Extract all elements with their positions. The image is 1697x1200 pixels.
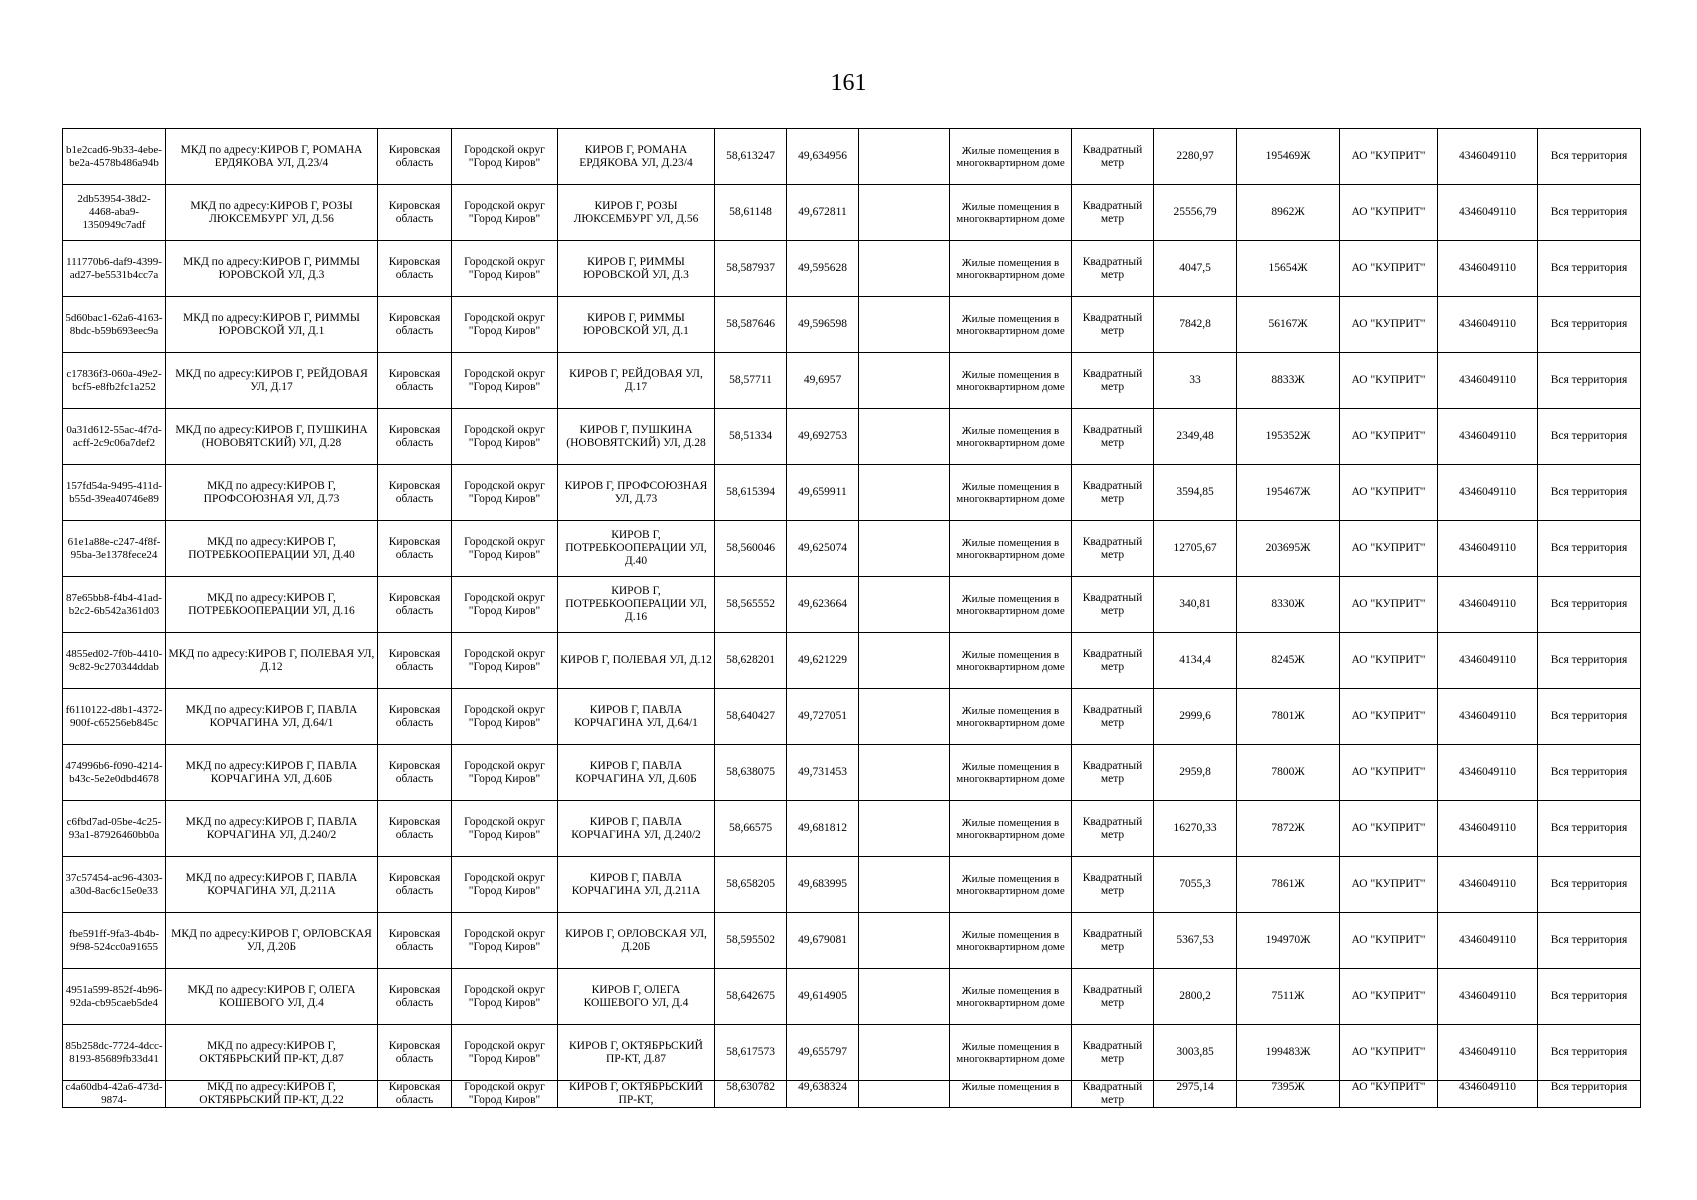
- cell-empty: [859, 913, 950, 969]
- page-number: 161: [830, 70, 867, 96]
- cell-uuid: b1e2cad6-9b33-4ebe-be2a-4578b486a94b: [63, 129, 166, 185]
- cell-uuid: 111770b6-daf9-4399-ad27-be5531b4cc7a: [63, 241, 166, 297]
- cell-empty: [859, 577, 950, 633]
- cell-inn: 4346049110: [1438, 1025, 1538, 1081]
- cell-unit: Квадратный метр: [1072, 1025, 1154, 1081]
- cell-territory: Вся территория: [1538, 185, 1641, 241]
- table-row: [63, 689, 1641, 745]
- cell-address: КИРОВ Г, ПАВЛА КОРЧАГИНА УЛ, Д.240/2: [558, 801, 715, 857]
- cell-empty: [859, 1081, 950, 1108]
- cell-area: 2349,48: [1154, 409, 1237, 465]
- cell-organization: АО "КУПРИТ": [1340, 353, 1438, 409]
- cell-territory: Вся территория: [1538, 465, 1641, 521]
- cell-unit: Квадратный метр: [1072, 857, 1154, 913]
- cell-latitude: 58,640427: [715, 689, 787, 745]
- cell-district: Городской округ "Город Киров": [452, 297, 558, 353]
- table-row: [63, 129, 1641, 185]
- cell-region: Кировская область: [378, 1025, 452, 1081]
- cell-empty: [859, 297, 950, 353]
- cell-district: Городской округ "Город Киров": [452, 409, 558, 465]
- cell-organization: АО "КУПРИТ": [1340, 913, 1438, 969]
- cell-region: Кировская область: [378, 577, 452, 633]
- cell-territory: Вся территория: [1538, 857, 1641, 913]
- cell-address: КИРОВ Г, ОРЛОВСКАЯ УЛ, Д.20Б: [558, 913, 715, 969]
- cell-code: 8245Ж: [1237, 633, 1340, 689]
- cell-longitude: 49,655797: [787, 1025, 859, 1081]
- cell-latitude: 58,617573: [715, 1025, 787, 1081]
- cell-code: 56167Ж: [1237, 297, 1340, 353]
- cell-longitude: 49,659911: [787, 465, 859, 521]
- cell-longitude: 49,727051: [787, 689, 859, 745]
- cell-code: 15654Ж: [1237, 241, 1340, 297]
- cell-unit: Квадратный метр: [1072, 633, 1154, 689]
- cell-latitude: 58,587937: [715, 241, 787, 297]
- cell-uuid: 37c57454-ac96-4303-a30d-8ac6c15e0e33: [63, 857, 166, 913]
- cell-organization: АО "КУПРИТ": [1340, 801, 1438, 857]
- cell-longitude: 49,692753: [787, 409, 859, 465]
- cell-empty: [859, 801, 950, 857]
- cell-unit: Квадратный метр: [1072, 913, 1154, 969]
- cell-district: Городской округ "Город Киров": [452, 465, 558, 521]
- cell-longitude: 49,595628: [787, 241, 859, 297]
- cell-region: Кировская область: [378, 241, 452, 297]
- cell-purpose: Жилые помещения в многоквартирном доме: [950, 521, 1072, 577]
- cell-unit: Квадратный метр: [1072, 409, 1154, 465]
- cell-address: КИРОВ Г, ОКТЯБРЬСКИЙ ПР-КТ, Д.87: [558, 1025, 715, 1081]
- cell-organization: АО "КУПРИТ": [1340, 409, 1438, 465]
- cell-longitude: 49,634956: [787, 129, 859, 185]
- cell-purpose: Жилые помещения в: [950, 1081, 1072, 1108]
- cell-inn: 4346049110: [1438, 129, 1538, 185]
- cell-unit: Квадратный метр: [1072, 185, 1154, 241]
- cell-inn: 4346049110: [1438, 801, 1538, 857]
- cell-object: МКД по адресу:КИРОВ Г, ПАВЛА КОРЧАГИНА УЛ, Д.64/1: [166, 689, 378, 745]
- cell-object: МКД по адресу:КИРОВ Г, ОРЛОВСКАЯ УЛ, Д.20Б: [166, 913, 378, 969]
- table-row: [63, 745, 1641, 801]
- table-row: [63, 409, 1641, 465]
- cell-address: КИРОВ Г, ПАВЛА КОРЧАГИНА УЛ, Д.60Б: [558, 745, 715, 801]
- cell-inn: 4346049110: [1438, 689, 1538, 745]
- cell-territory: Вся территория: [1538, 353, 1641, 409]
- cell-area: 340,81: [1154, 577, 1237, 633]
- cell-address: КИРОВ Г, ПАВЛА КОРЧАГИНА УЛ, Д.64/1: [558, 689, 715, 745]
- cell-area: 2280,97: [1154, 129, 1237, 185]
- cell-object: МКД по адресу:КИРОВ Г, ОЛЕГА КОШЕВОГО УЛ, Д.4: [166, 969, 378, 1025]
- table-row: [63, 241, 1641, 297]
- cell-unit: Квадратный метр: [1072, 353, 1154, 409]
- cell-object: МКД по адресу:КИРОВ Г, ОКТЯБРЬСКИЙ ПР-КТ, Д.87: [166, 1025, 378, 1081]
- cell-area: 5367,53: [1154, 913, 1237, 969]
- cell-address: КИРОВ Г, ПОЛЕВАЯ УЛ, Д.12: [558, 633, 715, 689]
- cell-latitude: 58,587646: [715, 297, 787, 353]
- cell-uuid: 157fd54a-9495-411d-b55d-39ea40746e89: [63, 465, 166, 521]
- cell-organization: АО "КУПРИТ": [1340, 857, 1438, 913]
- cell-district: Городской округ "Город Киров": [452, 129, 558, 185]
- cell-longitude: 49,596598: [787, 297, 859, 353]
- cell-longitude: 49,625074: [787, 521, 859, 577]
- cell-area: 2975,14: [1154, 1081, 1237, 1108]
- cell-empty: [859, 689, 950, 745]
- cell-empty: [859, 241, 950, 297]
- cell-territory: Вся территория: [1538, 913, 1641, 969]
- cell-uuid: 61e1a88e-c247-4f8f-95ba-3e1378fece24: [63, 521, 166, 577]
- table-row: [63, 801, 1641, 857]
- cell-latitude: 58,642675: [715, 969, 787, 1025]
- cell-code: 7801Ж: [1237, 689, 1340, 745]
- cell-area: 16270,33: [1154, 801, 1237, 857]
- cell-area: 7055,3: [1154, 857, 1237, 913]
- table-row: [63, 1025, 1641, 1081]
- cell-district: Городской округ "Город Киров": [452, 857, 558, 913]
- cell-purpose: Жилые помещения в многоквартирном доме: [950, 129, 1072, 185]
- cell-organization: АО "КУПРИТ": [1340, 297, 1438, 353]
- cell-empty: [859, 409, 950, 465]
- cell-code: 8330Ж: [1237, 577, 1340, 633]
- cell-inn: 4346049110: [1438, 913, 1538, 969]
- cell-territory: Вся территория: [1538, 297, 1641, 353]
- cell-address: КИРОВ Г, ПАВЛА КОРЧАГИНА УЛ, Д.211А: [558, 857, 715, 913]
- cell-inn: 4346049110: [1438, 241, 1538, 297]
- cell-object: МКД по адресу:КИРОВ Г, РОМАНА ЕРДЯКОВА УЛ, Д.23/4: [166, 129, 378, 185]
- cell-object: МКД по адресу:КИРОВ Г, ПОТРЕБКООПЕРАЦИИ УЛ, Д.16: [166, 577, 378, 633]
- cell-area: 2959,8: [1154, 745, 1237, 801]
- table-row: [63, 857, 1641, 913]
- cell-inn: 4346049110: [1438, 633, 1538, 689]
- cell-region: Кировская область: [378, 521, 452, 577]
- cell-code: 7861Ж: [1237, 857, 1340, 913]
- cell-district: Городской округ "Город Киров": [452, 1081, 558, 1108]
- cell-inn: 4346049110: [1438, 577, 1538, 633]
- cell-longitude: 49,681812: [787, 801, 859, 857]
- cell-empty: [859, 353, 950, 409]
- cell-latitude: 58,57711: [715, 353, 787, 409]
- table-row: [63, 465, 1641, 521]
- cell-empty: [859, 185, 950, 241]
- cell-district: Городской округ "Город Киров": [452, 745, 558, 801]
- cell-empty: [859, 465, 950, 521]
- cell-region: Кировская область: [378, 689, 452, 745]
- cell-area: 2800,2: [1154, 969, 1237, 1025]
- cell-unit: Квадратный метр: [1072, 1081, 1154, 1108]
- cell-address: КИРОВ Г, ПУШКИНА (НОВОВЯТСКИЙ) УЛ, Д.28: [558, 409, 715, 465]
- table-row: [63, 353, 1641, 409]
- cell-unit: Квадратный метр: [1072, 241, 1154, 297]
- cell-purpose: Жилые помещения в многоквартирном доме: [950, 913, 1072, 969]
- cell-territory: Вся территория: [1538, 129, 1641, 185]
- cell-region: Кировская область: [378, 801, 452, 857]
- cell-organization: АО "КУПРИТ": [1340, 241, 1438, 297]
- cell-territory: Вся территория: [1538, 1081, 1641, 1108]
- cell-object: МКД по адресу:КИРОВ Г, ОКТЯБРЬСКИЙ ПР-КТ, Д.22: [166, 1081, 378, 1108]
- cell-district: Городской округ "Город Киров": [452, 969, 558, 1025]
- cell-organization: АО "КУПРИТ": [1340, 1025, 1438, 1081]
- cell-latitude: 58,628201: [715, 633, 787, 689]
- cell-organization: АО "КУПРИТ": [1340, 633, 1438, 689]
- cell-longitude: 49,731453: [787, 745, 859, 801]
- cell-area: 4134,4: [1154, 633, 1237, 689]
- cell-inn: 4346049110: [1438, 857, 1538, 913]
- cell-code: 194970Ж: [1237, 913, 1340, 969]
- cell-inn: 4346049110: [1438, 745, 1538, 801]
- cell-latitude: 58,565552: [715, 577, 787, 633]
- cell-inn: 4346049110: [1438, 409, 1538, 465]
- cell-empty: [859, 633, 950, 689]
- cell-purpose: Жилые помещения в многоквартирном доме: [950, 801, 1072, 857]
- cell-uuid: 85b258dc-7724-4dcc-8193-85689fb33d41: [63, 1025, 166, 1081]
- cell-purpose: Жилые помещения в многоквартирном доме: [950, 857, 1072, 913]
- cell-longitude: 49,623664: [787, 577, 859, 633]
- cell-latitude: 58,595502: [715, 913, 787, 969]
- table-row: [63, 521, 1641, 577]
- cell-organization: АО "КУПРИТ": [1340, 745, 1438, 801]
- cell-uuid: 4951a599-852f-4b96-92da-cb95caeb5de4: [63, 969, 166, 1025]
- cell-region: Кировская область: [378, 857, 452, 913]
- cell-district: Городской округ "Город Киров": [452, 633, 558, 689]
- cell-area: 4047,5: [1154, 241, 1237, 297]
- cell-code: 8962Ж: [1237, 185, 1340, 241]
- cell-object: МКД по адресу:КИРОВ Г, ПАВЛА КОРЧАГИНА УЛ, Д.240/2: [166, 801, 378, 857]
- cell-uuid: 4855ed02-7f0b-4410-9c82-9c270344ddab: [63, 633, 166, 689]
- cell-code: 203695Ж: [1237, 521, 1340, 577]
- table-row: [63, 969, 1641, 1025]
- cell-territory: Вся территория: [1538, 409, 1641, 465]
- cell-purpose: Жилые помещения в многоквартирном доме: [950, 409, 1072, 465]
- cell-purpose: Жилые помещения в многоквартирном доме: [950, 465, 1072, 521]
- cell-code: 7395Ж: [1237, 1081, 1340, 1108]
- cell-code: 7872Ж: [1237, 801, 1340, 857]
- cell-code: 195469Ж: [1237, 129, 1340, 185]
- cell-empty: [859, 1025, 950, 1081]
- cell-organization: АО "КУПРИТ": [1340, 521, 1438, 577]
- cell-longitude: 49,679081: [787, 913, 859, 969]
- cell-inn: 4346049110: [1438, 969, 1538, 1025]
- cell-district: Городской округ "Город Киров": [452, 1025, 558, 1081]
- cell-district: Городской округ "Город Киров": [452, 241, 558, 297]
- table-row: [63, 185, 1641, 241]
- cell-organization: АО "КУПРИТ": [1340, 465, 1438, 521]
- cell-organization: АО "КУПРИТ": [1340, 129, 1438, 185]
- cell-territory: Вся территория: [1538, 521, 1641, 577]
- cell-purpose: Жилые помещения в многоквартирном доме: [950, 689, 1072, 745]
- cell-region: Кировская область: [378, 969, 452, 1025]
- cell-purpose: Жилые помещения в многоквартирном доме: [950, 745, 1072, 801]
- cell-inn: 4346049110: [1438, 353, 1538, 409]
- cell-unit: Квадратный метр: [1072, 689, 1154, 745]
- cell-object: МКД по адресу:КИРОВ Г, ПОТРЕБКООПЕРАЦИИ УЛ, Д.40: [166, 521, 378, 577]
- cell-district: Городской округ "Город Киров": [452, 521, 558, 577]
- cell-address: КИРОВ Г, ПОТРЕБКООПЕРАЦИИ УЛ, Д.16: [558, 577, 715, 633]
- cell-address: КИРОВ Г, РОЗЫ ЛЮКСЕМБУРГ УЛ, Д.56: [558, 185, 715, 241]
- cell-area: 12705,67: [1154, 521, 1237, 577]
- cell-latitude: 58,630782: [715, 1081, 787, 1108]
- cell-address: КИРОВ Г, ОЛЕГА КОШЕВОГО УЛ, Д.4: [558, 969, 715, 1025]
- cell-unit: Квадратный метр: [1072, 969, 1154, 1025]
- cell-longitude: 49,683995: [787, 857, 859, 913]
- cell-address: КИРОВ Г, ПОТРЕБКООПЕРАЦИИ УЛ, Д.40: [558, 521, 715, 577]
- cell-unit: Квадратный метр: [1072, 745, 1154, 801]
- cell-address: КИРОВ Г, РЕЙДОВАЯ УЛ, Д.17: [558, 353, 715, 409]
- cell-uuid: 2db53954-38d2-4468-aba9-1350949c7adf: [63, 185, 166, 241]
- cell-territory: Вся территория: [1538, 745, 1641, 801]
- cell-longitude: 49,614905: [787, 969, 859, 1025]
- cell-area: 3003,85: [1154, 1025, 1237, 1081]
- cell-object: МКД по адресу:КИРОВ Г, ПУШКИНА (НОВОВЯТСКИЙ) УЛ, Д.28: [166, 409, 378, 465]
- cell-inn: 4346049110: [1438, 521, 1538, 577]
- cell-uuid: 0a31d612-55ac-4f7d-acff-2c9c06a7def2: [63, 409, 166, 465]
- cell-latitude: 58,615394: [715, 465, 787, 521]
- cell-object: МКД по адресу:КИРОВ Г, ПАВЛА КОРЧАГИНА УЛ, Д.211А: [166, 857, 378, 913]
- cell-address: КИРОВ Г, РИММЫ ЮРОВСКОЙ УЛ, Д.3: [558, 241, 715, 297]
- cell-code: 7511Ж: [1237, 969, 1340, 1025]
- cell-address: КИРОВ Г, РИММЫ ЮРОВСКОЙ УЛ, Д.1: [558, 297, 715, 353]
- cell-empty: [859, 745, 950, 801]
- cell-latitude: 58,638075: [715, 745, 787, 801]
- cell-uuid: 5d60bac1-62a6-4163-8bdc-b59b693eec9a: [63, 297, 166, 353]
- cell-latitude: 58,560046: [715, 521, 787, 577]
- cell-uuid: f6110122-d8b1-4372-900f-c65256eb845c: [63, 689, 166, 745]
- cell-inn: 4346049110: [1438, 185, 1538, 241]
- cell-code: 195352Ж: [1237, 409, 1340, 465]
- cell-object: МКД по адресу:КИРОВ Г, ПАВЛА КОРЧАГИНА УЛ, Д.60Б: [166, 745, 378, 801]
- cell-latitude: 58,66575: [715, 801, 787, 857]
- cell-territory: Вся территория: [1538, 1025, 1641, 1081]
- cell-organization: АО "КУПРИТ": [1340, 969, 1438, 1025]
- cell-inn: 4346049110: [1438, 1081, 1538, 1108]
- cell-code: 195467Ж: [1237, 465, 1340, 521]
- cell-latitude: 58,613247: [715, 129, 787, 185]
- cell-latitude: 58,51334: [715, 409, 787, 465]
- cell-empty: [859, 857, 950, 913]
- cell-address: КИРОВ Г, РОМАНА ЕРДЯКОВА УЛ, Д.23/4: [558, 129, 715, 185]
- cell-region: Кировская область: [378, 185, 452, 241]
- cell-district: Городской округ "Город Киров": [452, 689, 558, 745]
- cell-unit: Квадратный метр: [1072, 801, 1154, 857]
- cell-purpose: Жилые помещения в многоквартирном доме: [950, 577, 1072, 633]
- cell-territory: Вся территория: [1538, 577, 1641, 633]
- table-body: [63, 129, 1641, 1108]
- cell-region: Кировская область: [378, 465, 452, 521]
- cell-purpose: Жилые помещения в многоквартирном доме: [950, 353, 1072, 409]
- objects-table: [62, 128, 1641, 1108]
- table-row: [63, 577, 1641, 633]
- cell-purpose: Жилые помещения в многоквартирном доме: [950, 241, 1072, 297]
- cell-unit: Квадратный метр: [1072, 129, 1154, 185]
- cell-unit: Квадратный метр: [1072, 465, 1154, 521]
- cell-district: Городской округ "Город Киров": [452, 577, 558, 633]
- cell-purpose: Жилые помещения в многоквартирном доме: [950, 633, 1072, 689]
- cell-empty: [859, 969, 950, 1025]
- cell-territory: Вся территория: [1538, 969, 1641, 1025]
- cell-region: Кировская область: [378, 353, 452, 409]
- cell-object: МКД по адресу:КИРОВ Г, РИММЫ ЮРОВСКОЙ УЛ, Д.1: [166, 297, 378, 353]
- cell-empty: [859, 129, 950, 185]
- cell-purpose: Жилые помещения в многоквартирном доме: [950, 185, 1072, 241]
- cell-inn: 4346049110: [1438, 465, 1538, 521]
- cell-latitude: 58,658205: [715, 857, 787, 913]
- cell-object: МКД по адресу:КИРОВ Г, ПРОФСОЮЗНАЯ УЛ, Д.73: [166, 465, 378, 521]
- cell-uuid: c4a60db4-42a6-473d-9874-: [63, 1081, 166, 1108]
- cell-organization: АО "КУПРИТ": [1340, 185, 1438, 241]
- cell-territory: Вся территория: [1538, 801, 1641, 857]
- cell-organization: АО "КУПРИТ": [1340, 577, 1438, 633]
- cell-code: 7800Ж: [1237, 745, 1340, 801]
- cell-district: Городской округ "Город Киров": [452, 185, 558, 241]
- cell-inn: 4346049110: [1438, 297, 1538, 353]
- cell-territory: Вся территория: [1538, 689, 1641, 745]
- cell-latitude: 58,61148: [715, 185, 787, 241]
- cell-region: Кировская область: [378, 129, 452, 185]
- cell-region: Кировская область: [378, 633, 452, 689]
- cell-region: Кировская область: [378, 745, 452, 801]
- cell-code: 8833Ж: [1237, 353, 1340, 409]
- table-row: [63, 1081, 1641, 1108]
- cell-uuid: 474996b6-f090-4214-b43c-5e2e0dbd4678: [63, 745, 166, 801]
- cell-district: Городской округ "Город Киров": [452, 353, 558, 409]
- cell-purpose: Жилые помещения в многоквартирном доме: [950, 969, 1072, 1025]
- cell-object: МКД по адресу:КИРОВ Г, ПОЛЕВАЯ УЛ, Д.12: [166, 633, 378, 689]
- cell-organization: АО "КУПРИТ": [1340, 689, 1438, 745]
- cell-address: КИРОВ Г, ОКТЯБРЬСКИЙ ПР-КТ,: [558, 1081, 715, 1108]
- cell-longitude: 49,6957: [787, 353, 859, 409]
- cell-code: 199483Ж: [1237, 1025, 1340, 1081]
- cell-object: МКД по адресу:КИРОВ Г, РОЗЫ ЛЮКСЕМБУРГ УЛ, Д.56: [166, 185, 378, 241]
- cell-uuid: c17836f3-060a-49e2-bcf5-e8fb2fc1a252: [63, 353, 166, 409]
- cell-longitude: 49,621229: [787, 633, 859, 689]
- table-row: [63, 913, 1641, 969]
- cell-region: Кировская область: [378, 409, 452, 465]
- table-row: [63, 297, 1641, 353]
- cell-purpose: Жилые помещения в многоквартирном доме: [950, 1025, 1072, 1081]
- cell-longitude: 49,672811: [787, 185, 859, 241]
- table-row: [63, 633, 1641, 689]
- cell-area: 3594,85: [1154, 465, 1237, 521]
- cell-territory: Вся территория: [1538, 633, 1641, 689]
- cell-territory: Вся территория: [1538, 241, 1641, 297]
- cell-area: 33: [1154, 353, 1237, 409]
- cell-longitude: 49,638324: [787, 1081, 859, 1108]
- cell-region: Кировская область: [378, 297, 452, 353]
- cell-district: Городской округ "Город Киров": [452, 801, 558, 857]
- cell-region: Кировская область: [378, 913, 452, 969]
- cell-organization: АО "КУПРИТ": [1340, 1081, 1438, 1108]
- cell-empty: [859, 521, 950, 577]
- cell-area: 2999,6: [1154, 689, 1237, 745]
- cell-object: МКД по адресу:КИРОВ Г, РИММЫ ЮРОВСКОЙ УЛ, Д.3: [166, 241, 378, 297]
- cell-uuid: 87e65bb8-f4b4-41ad-b2c2-6b542a361d03: [63, 577, 166, 633]
- cell-district: Городской округ "Город Киров": [452, 913, 558, 969]
- cell-uuid: c6fbd7ad-05be-4c25-93a1-87926460bb0a: [63, 801, 166, 857]
- cell-area: 7842,8: [1154, 297, 1237, 353]
- cell-uuid: fbe591ff-9fa3-4b4b-9f98-524cc0a91655: [63, 913, 166, 969]
- cell-area: 25556,79: [1154, 185, 1237, 241]
- cell-unit: Квадратный метр: [1072, 297, 1154, 353]
- cell-unit: Квадратный метр: [1072, 577, 1154, 633]
- cell-region: Кировская область: [378, 1081, 452, 1108]
- cell-purpose: Жилые помещения в многоквартирном доме: [950, 297, 1072, 353]
- cell-unit: Квадратный метр: [1072, 521, 1154, 577]
- cell-object: МКД по адресу:КИРОВ Г, РЕЙДОВАЯ УЛ, Д.17: [166, 353, 378, 409]
- cell-address: КИРОВ Г, ПРОФСОЮЗНАЯ УЛ, Д.73: [558, 465, 715, 521]
